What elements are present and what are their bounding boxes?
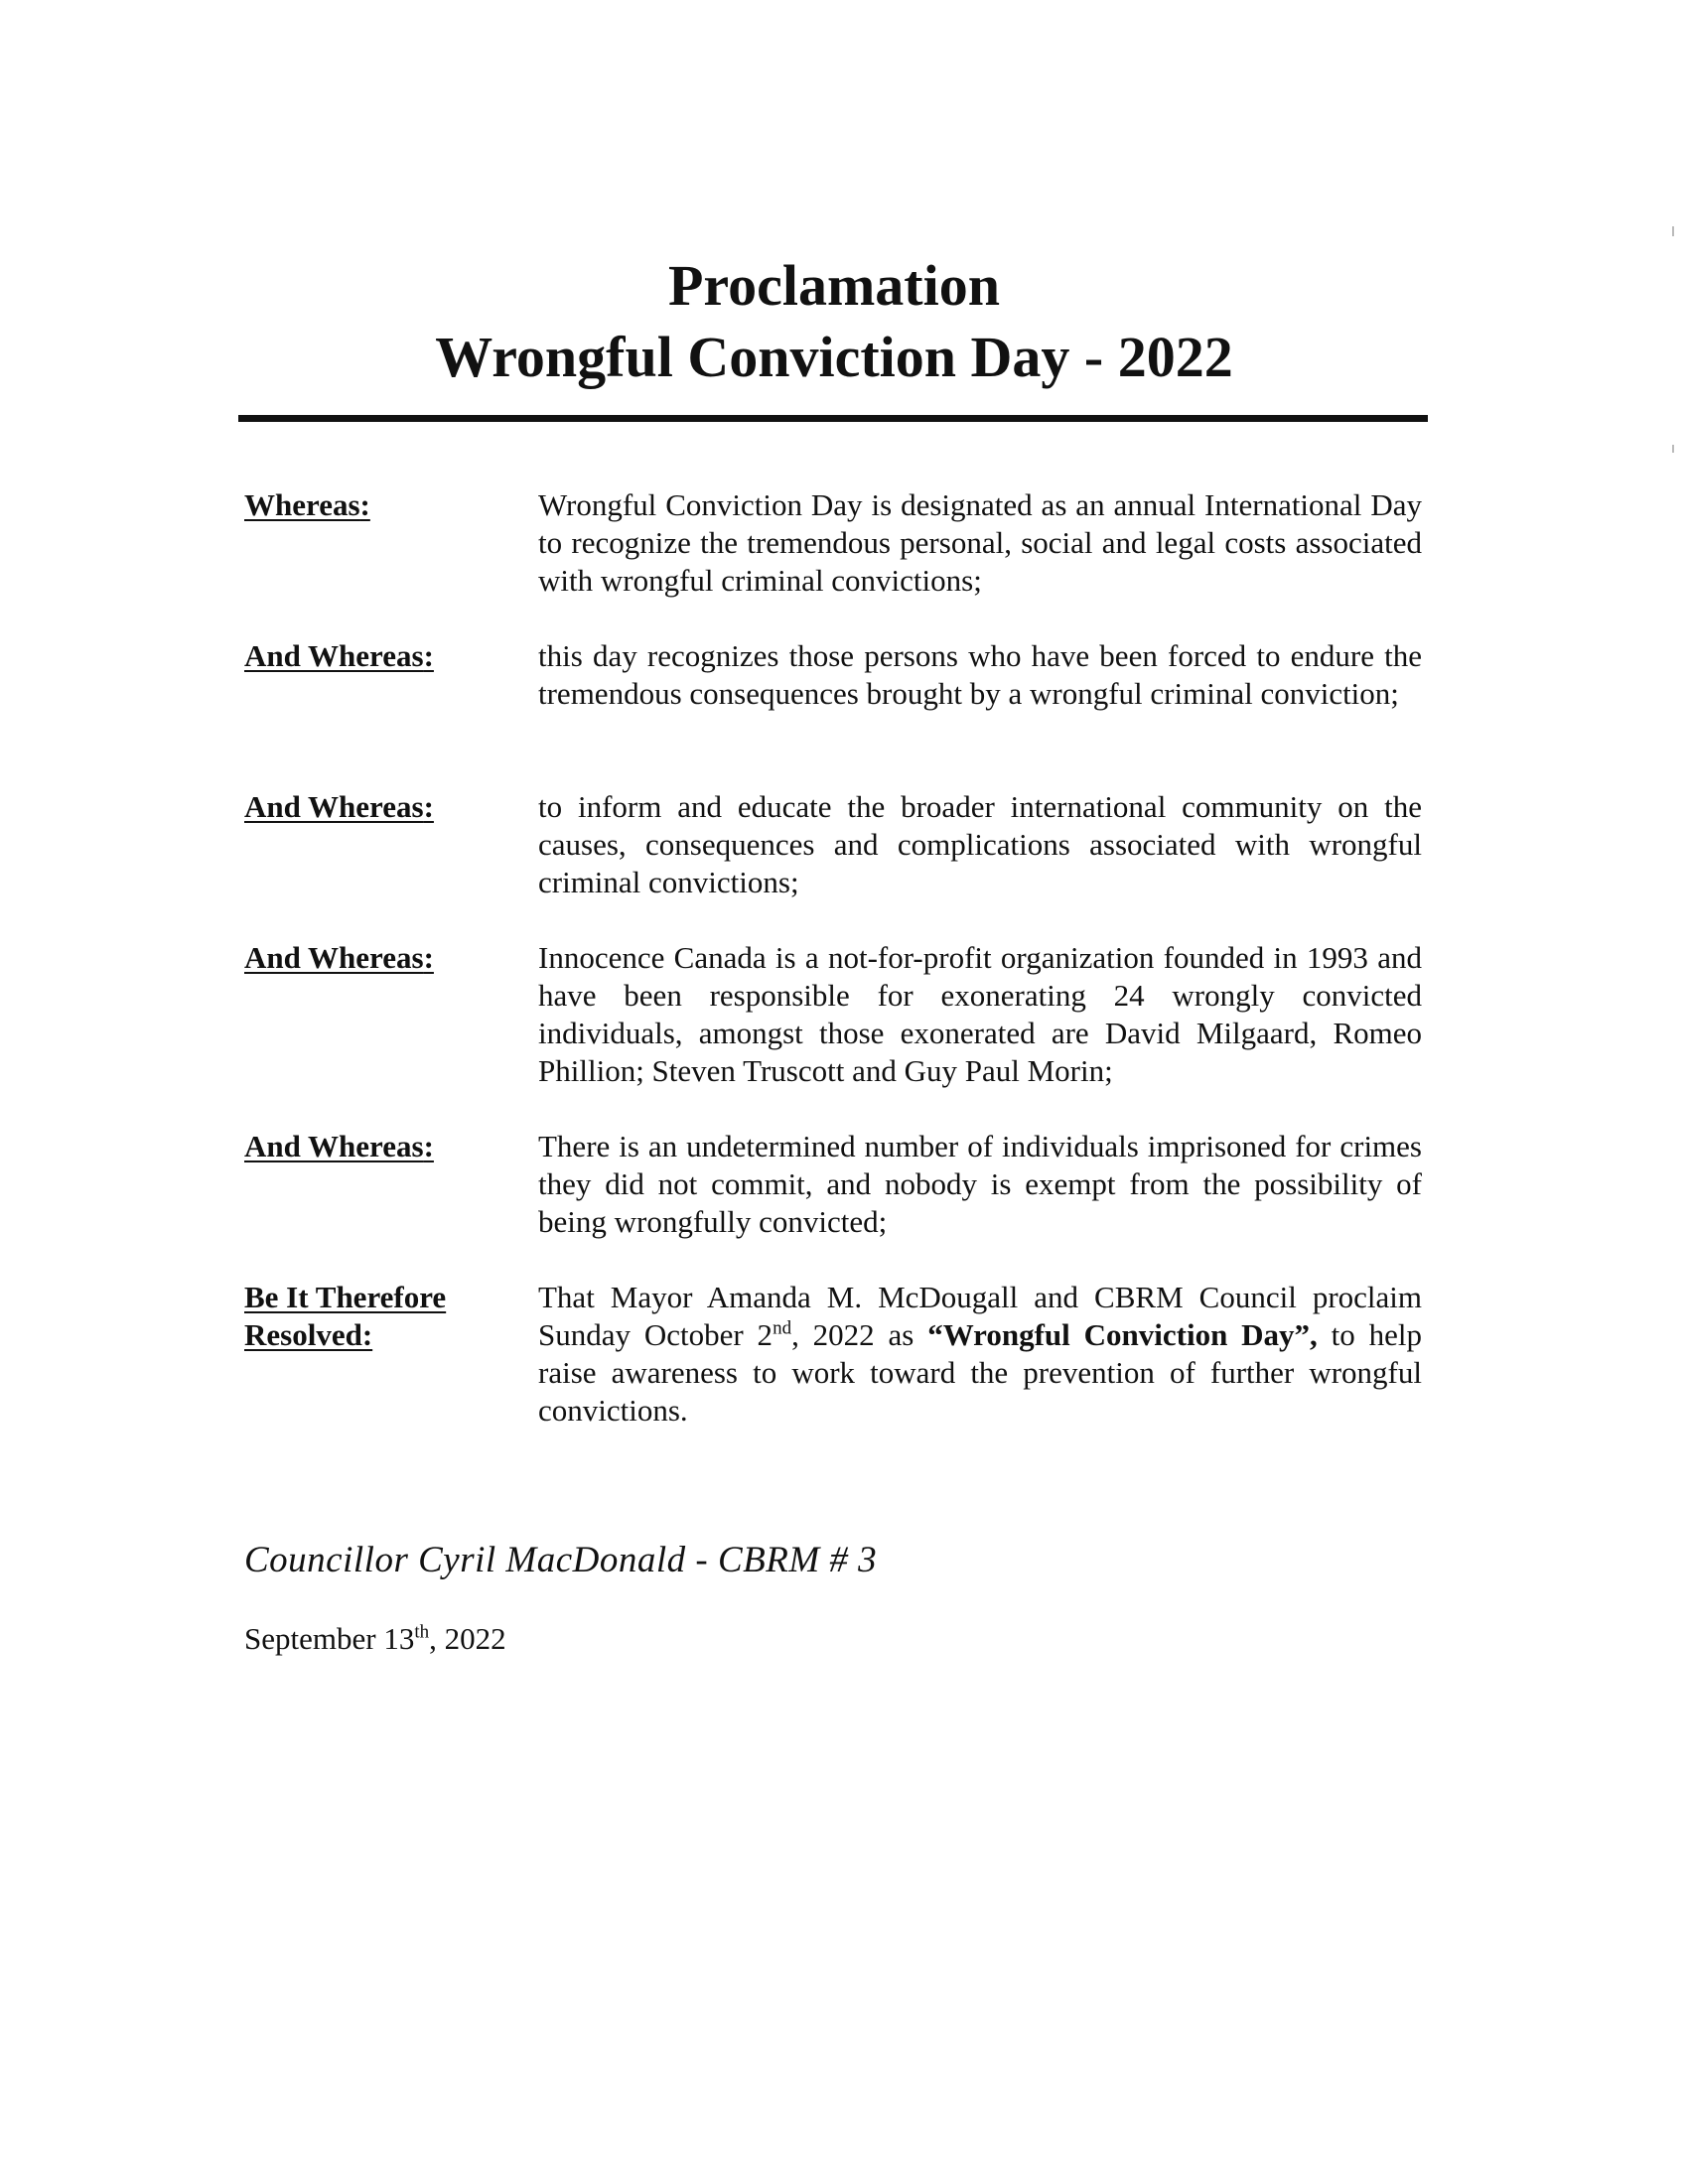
date-ordinal-suffix: th (414, 1621, 430, 1643)
clause-label: And Whereas: (244, 638, 434, 673)
title-line-event: Wrongful Conviction Day - 2022 (435, 325, 1233, 389)
resolution-label-line-1: Be It Therefore (244, 1280, 447, 1314)
clause-label: And Whereas: (244, 1129, 434, 1163)
document-title (238, 250, 1430, 393)
signature-line: Councillor Cyril MacDonald - CBRM # 3 (244, 1540, 878, 1580)
clause-body: to inform and educate the broader international community on the causes, consequences and complications associated with wrongful criminal convictions; (538, 789, 1422, 899)
clause-body: There is an undetermined number of individuals imprisoned for crimes they did not commit, and nobody is exempt from the possibility of being wrongfully convicted; (538, 1129, 1422, 1239)
document-date: September 13th, 2022 (244, 1621, 506, 1656)
ordinal-suffix: nd (773, 1317, 792, 1339)
clause-label: And Whereas: (244, 940, 434, 975)
title-line-proclamation: Proclamation (668, 253, 1000, 318)
resolution-label (244, 1279, 502, 1354)
clause-body: Innocence Canada is a not-for-profit organization founded in 1993 and have been responsible for exonerating 24 wrongly convicted individuals, amongst those exonerated are David Milgaard, Romeo Phillion; Steven Truscott and Guy Paul Morin; (538, 940, 1422, 1088)
clause-body: this day recognizes those persons who have been forced to endure the tremendous consequences brought by a wrongful criminal conviction; (538, 638, 1422, 711)
scan-margin-mark (1672, 445, 1674, 453)
clause-label: And Whereas: (244, 789, 434, 824)
title-divider (238, 415, 1428, 422)
resolution-label-line-2: Resolved: (244, 1317, 373, 1352)
event-name-emphasis: “Wrongful Conviction Day”, (927, 1317, 1318, 1352)
clause-body: Wrongful Conviction Day is designated as an annual International Day to recognize the tremendous personal, social and legal costs associated with wrongful criminal convictions; (538, 487, 1422, 598)
resolution-body: That Mayor Amanda M. McDougall and CBRM Council proclaim Sunday October 2nd, 2022 as “Wrongful Conviction Day”, to help raise awareness to work toward the prevention of further wrongful convictions. (538, 1280, 1423, 1428)
clause-label: Whereas: (244, 487, 370, 522)
scan-margin-mark (1672, 226, 1674, 236)
